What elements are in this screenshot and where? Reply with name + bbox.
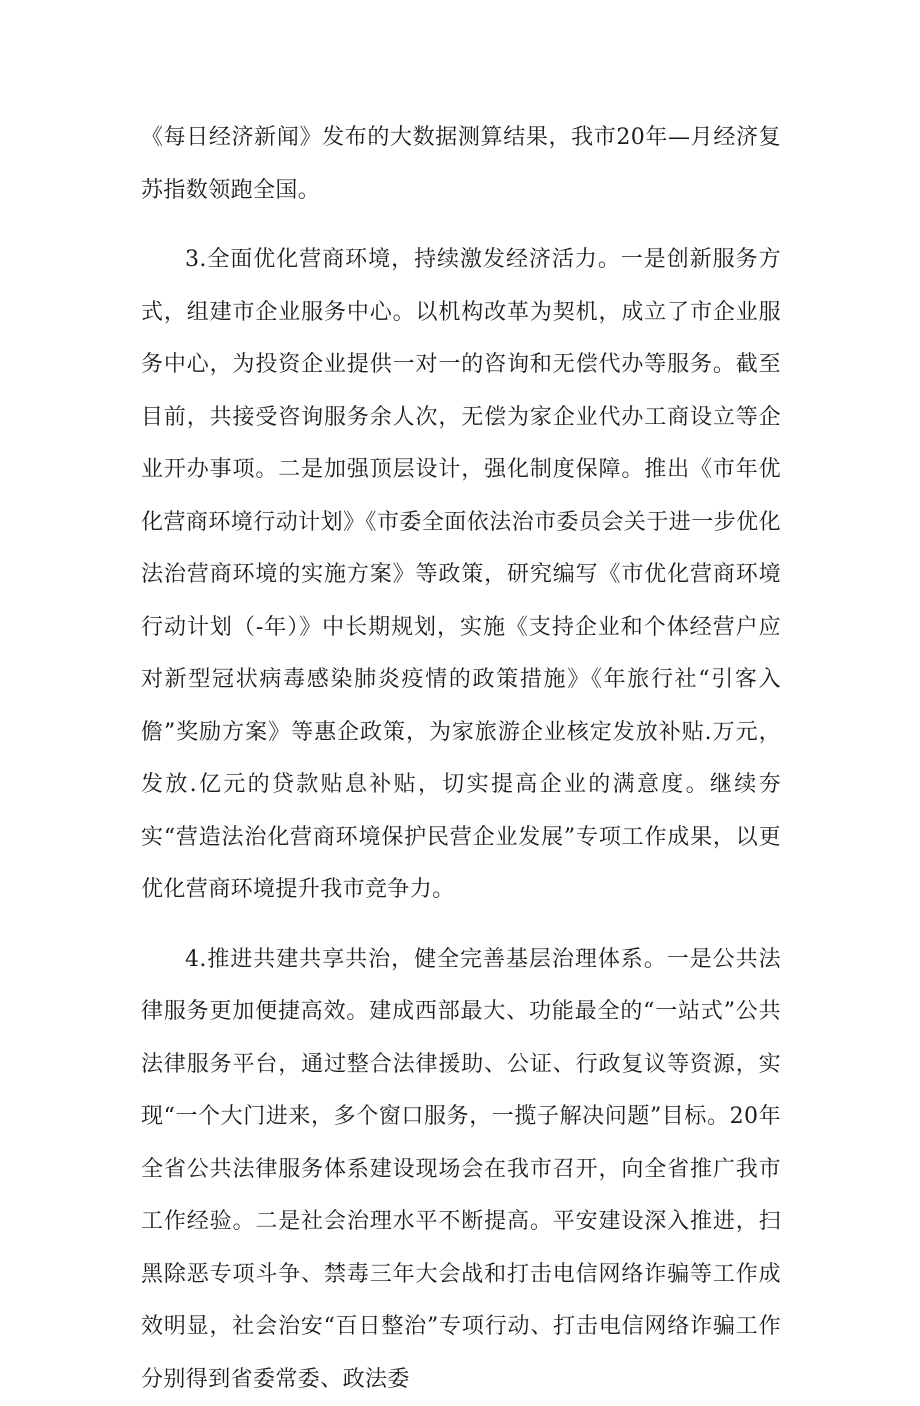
paragraph-3-business-environment: 3.全面优化营商环境，持续激发经济活力。一是创新服务方式，组建市企业服务中心。以机构改革为契机，成立了市企业服务中心，为投资企业提供一对一的咨询和无偿代办等服务。截至目前，共接受咨询服务余人次，无偿为家企业代办工商设立等企业开办事项。二是加强顶层设计，强化制度保障。推出《市年优化营商环境行动计划》《市委全面依法治市委员会关于进一步优化法治营商环境的实施方案》等政策，研究编写《市优化营商环境行动计划（-年）》中长期规划，实施《支持企业和个体经营户应对新型冠状病毒感染肺炎疫情的政策措施》《年旅行社“引客入儋”奖励方案》等惠企政策，为家旅游企业核定发放补贴.万元，发放.亿元的贷款贴息补贴，切实提高企业的满意度。继续夯实“营造法治化营商环境保护民营企业发展”专项工作成果，以更优化营商环境提升我市竞争力。 — [141, 234, 781, 917]
paragraph-continuation: 《每日经济新闻》发布的大数据测算结果，我市20年—月经济复苏指数领跑全国。 — [141, 112, 781, 217]
document-body — [141, 112, 781, 1406]
paragraph-4-grassroots-governance: 4.推进共建共享共治，健全完善基层治理体系。一是公共法律服务更加便捷高效。建成西部最大、功能最全的“一站式”公共法律服务平台，通过整合法律援助、公证、行政复议等资源，实现“一个大门进来，多个窗口服务，一揽子解决问题”目标。20年全省公共法律服务体系建设现场会在我市召开，向全省推广我市工作经验。二是社会治理水平不断提高。平安建设深入推进，扫黑除恶专项斗争、禁毒三年大会战和打击电信网络诈骗等工作成效明显，社会治安“百日整治”专项行动、打击电信网络诈骗工作分别得到省委常委、政法委 — [141, 934, 781, 1406]
